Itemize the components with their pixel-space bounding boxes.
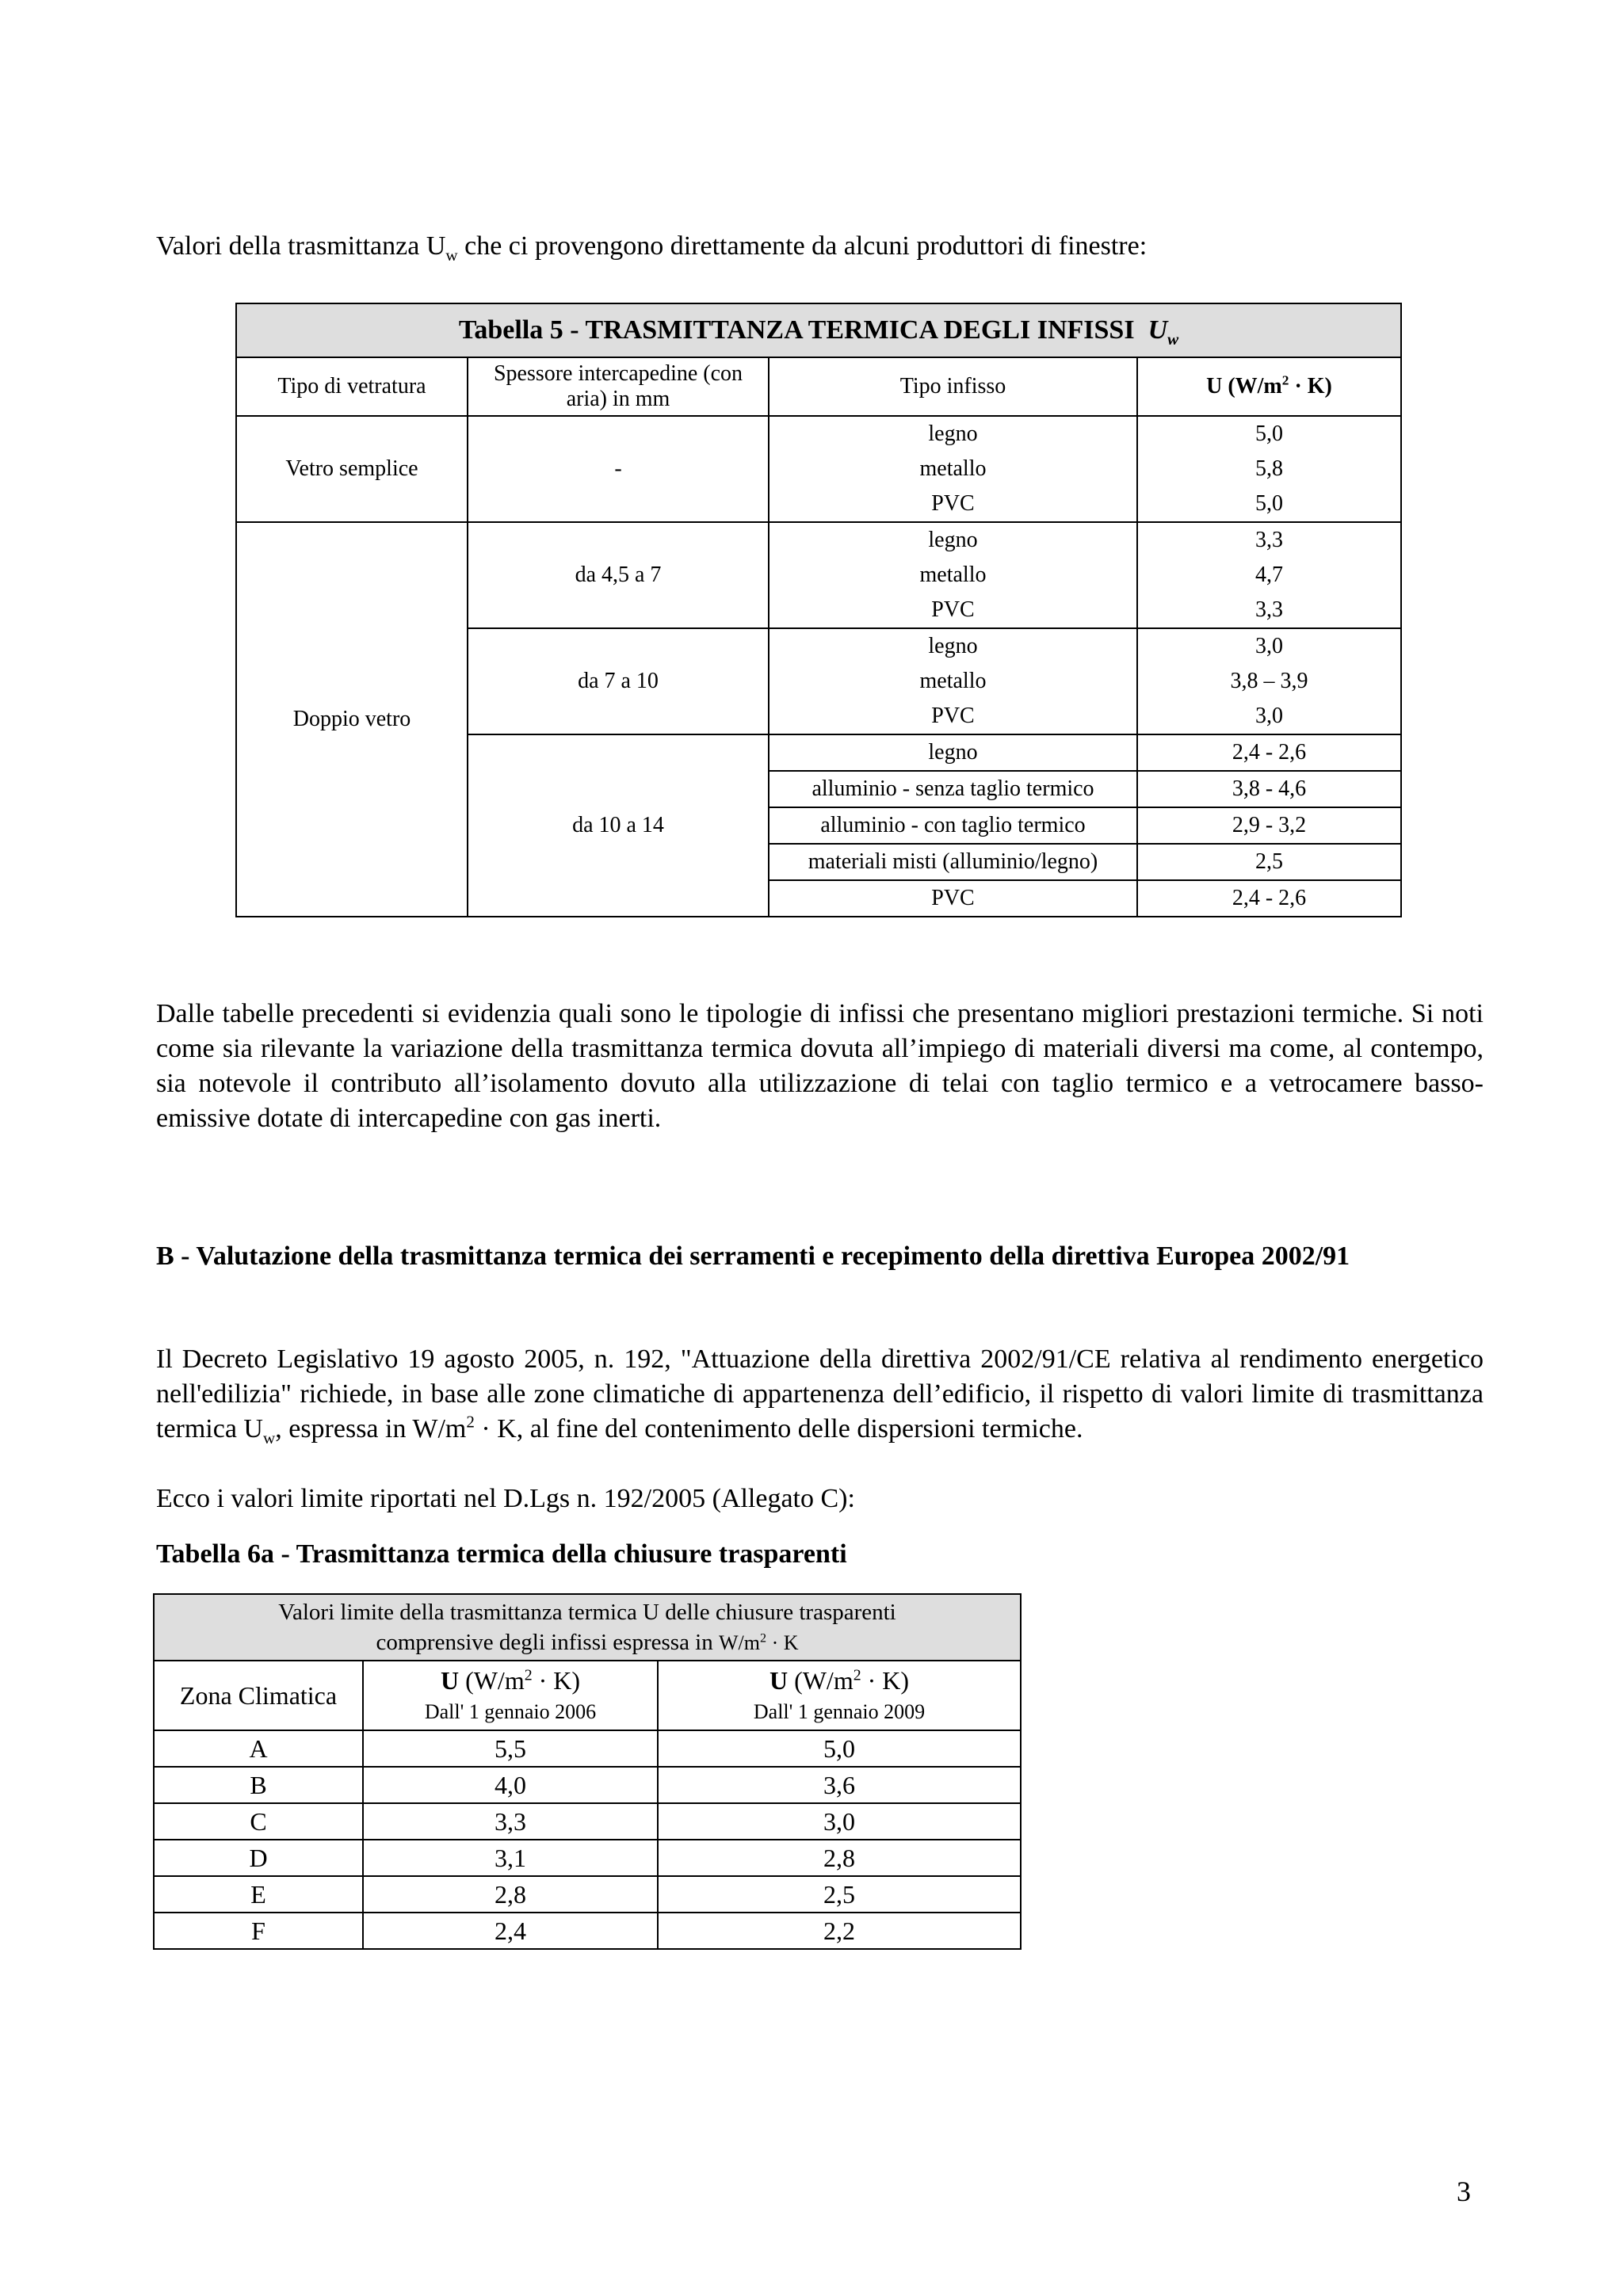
value-2009-cell: 2,8 (658, 1840, 1021, 1876)
value-2006-cell: 3,1 (363, 1840, 658, 1876)
header-u-2006: U $(W/m^2 \cdot K)$ Dall' 1 gennaio 2006 (363, 1661, 658, 1730)
spessore-4-5-7: da 4,5 a 7 (468, 522, 769, 628)
header-tipo-vetratura: Tipo di vetratura (236, 357, 468, 416)
table-row-u: 2,9 - 3,2 (1137, 807, 1401, 844)
page-number: 3 (1457, 2176, 1471, 2207)
value-2006-cell: 3,3 (363, 1803, 658, 1840)
table-row-infisso: PVC (769, 880, 1137, 917)
table-row-infisso: alluminio - senza taglio termico (769, 771, 1137, 807)
value-2006-cell: 2,4 (363, 1913, 658, 1949)
table-row-infisso: metallo (769, 664, 1137, 699)
table-row-infisso: metallo (769, 452, 1137, 486)
value-2009-cell: 3,0 (658, 1803, 1021, 1840)
table-row-infisso: PVC (769, 593, 1137, 628)
table-5-window-transmittance (235, 303, 1402, 917)
zona-cell: E (154, 1876, 363, 1913)
table-row-infisso: metallo (769, 558, 1137, 593)
table-row-u: 2,4 - 2,6 (1137, 880, 1401, 917)
spessore-10-14: da 10 a 14 (468, 734, 769, 917)
table-row-u: 3,3 (1137, 593, 1401, 628)
table-row-infisso: legno (769, 734, 1137, 771)
paragraph-infissi: Dalle tabelle precedenti si evidenzia quali sono le tipologie di infissi che presentano migliori prestazioni termiche. Si noti come sia rilevante la variazione della trasmittanza termica dovuta all’impiego di materiali diversi ma come, al contempo, sia notevole il contributo all’isolamento dovuto alla utilizzazione di telai con taglio termico e a vetrocamere basso-emissive dotate di intercapedine con gas inerti. (156, 999, 1484, 1133)
spessore-7-10: da 7 a 10 (468, 628, 769, 734)
header-date-2006: Dall' 1 gennaio 2006 (424, 1700, 597, 1723)
header-u-value: U $(W/m^2 \cdot K)$ (1137, 357, 1401, 416)
table-row-infisso: alluminio - con taglio termico (769, 807, 1137, 844)
table-row-infisso: materiali misti (alluminio/legno) (769, 844, 1137, 880)
table-6a-caption: Tabella 6a - Trasmittanza termica della chiusure trasparenti (156, 1539, 847, 1569)
group-doppio-vetro: Doppio vetro (236, 522, 468, 917)
table-row-infisso: legno (769, 416, 1137, 452)
value-2009-cell: 3,6 (658, 1767, 1021, 1803)
value-2006-cell: 4,0 (363, 1767, 658, 1803)
header-date-2009: Dall' 1 gennaio 2009 (753, 1700, 926, 1723)
header-zona-climatica: Zona Climatica (154, 1661, 363, 1730)
table-row-infisso: PVC (769, 486, 1137, 522)
table-6a-limit-values (153, 1593, 1022, 1950)
intro-subscript: w (445, 245, 458, 265)
header-tipo-infisso: Tipo infisso (769, 357, 1137, 416)
section-b-heading: B - Valutazione della trasmittanza termica dei serramenti e recepimento della direttiva Europea 2002/91 (156, 1241, 1350, 1271)
table-row-u: 2,4 - 2,6 (1137, 734, 1401, 771)
zona-cell: C (154, 1803, 363, 1840)
value-2006-cell: 2,8 (363, 1876, 658, 1913)
table-6a-title: Valori limite della trasmittanza termica U delle chiusure trasparenti comprensive degli infissi espressa in $W/m^2 \cdot K$ (154, 1594, 1021, 1661)
zona-cell: D (154, 1840, 363, 1876)
table-row-u: 3,8 - 4,6 (1137, 771, 1401, 807)
zona-cell: F (154, 1913, 363, 1949)
value-2009-cell: 2,2 (658, 1913, 1021, 1949)
table-row-u: 5,0 (1137, 416, 1401, 452)
zona-cell: A (154, 1730, 363, 1767)
table-row-infisso: PVC (769, 699, 1137, 734)
value-2006-cell: 5,5 (363, 1730, 658, 1767)
table-5-title: Tabella 5 - TRASMITTANZA TERMICA DEGLI INFISSI $U_w$ (236, 303, 1401, 357)
intro-text-start: Valori della trasmittanza U (156, 231, 446, 261)
value-2009-cell: 5,0 (658, 1730, 1021, 1767)
intro-text-end: che ci provengono direttamente da alcuni produttori di finestre: (457, 231, 1148, 261)
value-2009-cell: 2,5 (658, 1876, 1021, 1913)
zona-cell: B (154, 1767, 363, 1803)
table-row-u: 3,3 (1137, 522, 1401, 558)
header-u-2009: U $(W/m^2 \cdot K)$ Dall' 1 gennaio 2009 (658, 1661, 1021, 1730)
table-row-u: 3,0 (1137, 699, 1401, 734)
header-spessore: Spessore intercapedine (con aria) in mm (468, 357, 769, 416)
section-b-paragraph: Il Decreto Legislativo 19 agosto 2005, n. 192, "Attuazione della direttiva 2002/91/CE relativa al rendimento energetico nell'edilizia" richiede, in base alle zone climatiche di appartenenza dell’edificio, il rispetto di valori limite di trasmittanza termica $U_w$, espressa in $W/m^2 \cdot K$, al fine del contenimento delle dispersioni termiche. (156, 1344, 1484, 1447)
table-row-u: 3,8 – 3,9 (1137, 664, 1401, 699)
intro-text (156, 229, 1503, 264)
section-b-paragraph-2: Ecco i valori limite riportati nel D.Lgs n. 192/2005 (Allegato C): (156, 1484, 855, 1513)
spessore-none: - (468, 416, 769, 522)
table-row-u: 5,8 (1137, 452, 1401, 486)
table-row-u: 2,5 (1137, 844, 1401, 880)
group-vetro-semplice: Vetro semplice (236, 416, 468, 522)
table-row-infisso: legno (769, 628, 1137, 664)
table-row-u: 3,0 (1137, 628, 1401, 664)
table-row-u: 4,7 (1137, 558, 1401, 593)
table-row-infisso: legno (769, 522, 1137, 558)
table-row-u: 5,0 (1137, 486, 1401, 522)
